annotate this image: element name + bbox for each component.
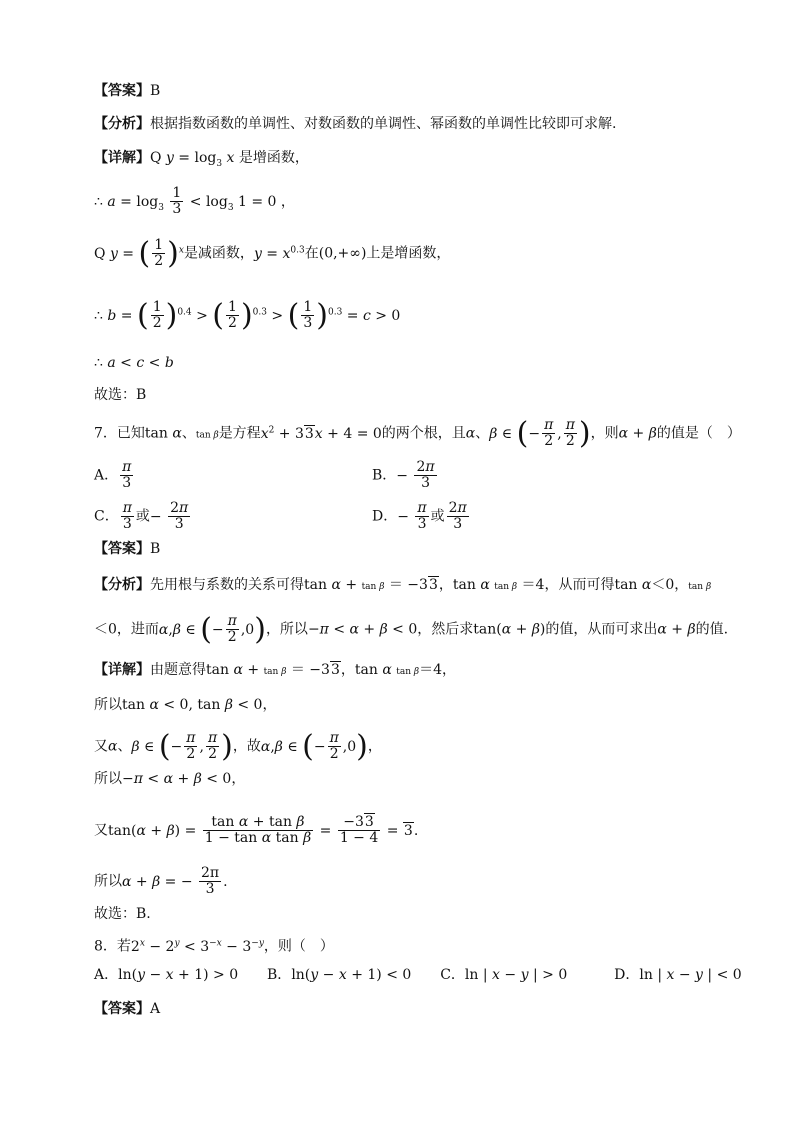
math-expr: $\frac{\pi}{3}$ — [122, 500, 132, 532]
q6-detail-line4 — [94, 297, 401, 333]
option-label: D． — [372, 508, 398, 525]
q7-text: ＝4， — [419, 662, 457, 678]
q8-option-c — [440, 967, 567, 983]
q7-text: 先用根与系数的关系可得 — [150, 577, 304, 593]
option-label: D． — [614, 967, 640, 983]
q7-text: 7．已知 — [94, 425, 145, 442]
math-expr: $x^2 + 33x + 4 = 0$ — [260, 424, 382, 442]
q7-text: 所以 — [94, 771, 122, 787]
math-expr: α — [108, 738, 118, 755]
math-expr: ∴ $a = \log_3$ $\frac{1}{3}$ < $\log_3 1 = 0$ ， — [94, 185, 295, 217]
math-expr: α + β = − $\frac{2\pi}{3}$ . — [122, 865, 228, 897]
math-expr: tan α + tan β ＝ −33 — [304, 577, 438, 593]
math-expr: Q y = ( $\frac{1}{2}$ )$^x$ — [94, 235, 184, 271]
q7-analysis-line1 — [94, 574, 711, 598]
math-expr: −π < α + β < 0 — [122, 771, 232, 787]
q8-stem — [94, 932, 334, 958]
q7-detail-line6 — [94, 866, 228, 897]
option-label: B． — [372, 467, 397, 484]
math-expr: −π < α + β < 0 — [307, 621, 418, 638]
q8-option-b — [267, 967, 411, 983]
q7-text: ， — [438, 577, 453, 593]
q7-text: 所以 — [94, 873, 122, 890]
math-expr: ln | x − y | > 0 — [464, 967, 568, 983]
math-expr: − $\frac{2\pi}{3}$ — [149, 500, 189, 532]
math-expr: $y = x^{0.3}$ — [253, 244, 305, 262]
q7-text: ＜0，进而 — [94, 621, 159, 638]
q7-text: 又 — [94, 822, 108, 839]
q7-text: ，所以 — [265, 621, 308, 638]
option-label: A． — [94, 467, 119, 484]
q6-text: 上是增函数， — [366, 245, 451, 262]
q7-text: ＜0， — [651, 577, 689, 593]
q7-text: ，从而可得 — [544, 577, 615, 593]
q7-text: 又 — [94, 738, 108, 755]
option-label: A． — [94, 967, 119, 983]
q7-text: ， — [367, 738, 382, 755]
analysis-label: 【分析】 — [94, 116, 150, 132]
math-expr: β ∈ (− $\frac{\pi}{2}$ , $\frac{\pi}{2}$ ) — [489, 415, 591, 451]
q6-detail-text: 是增函数， — [238, 150, 309, 166]
math-expr: tan α — [614, 577, 652, 593]
analysis-label: 【分析】 — [94, 577, 150, 593]
math-expr: tan β — [688, 582, 712, 592]
q6-analysis-line — [94, 113, 616, 135]
q6-text: 在 — [304, 245, 319, 262]
q6-text: 是减函数， — [183, 245, 254, 262]
q6-answer-line — [94, 80, 160, 102]
q8-option-d — [614, 967, 742, 983]
q6-answer: B — [150, 83, 161, 99]
answer-label: 【答案】 — [94, 541, 150, 557]
math-expr: α — [465, 425, 476, 442]
q6-detail-line3 — [94, 235, 451, 271]
q7-detail-line3 — [94, 728, 382, 764]
q7-analysis-line2 — [94, 611, 729, 647]
q6-analysis: 根据指数函数的单调性、对数函数的单调性、幂函数的单调性比较即可求解. — [150, 116, 617, 132]
math-expr: tan(α + β) = $\frac{\text{tan α + tan β}}{\text{1 − tan α tan β}}$ = $\frac{-33}{1 - 4}$ = 3. — [108, 814, 419, 846]
q7-choose: 故选：B. — [94, 906, 151, 922]
q7-text: 的值是（ ） — [656, 425, 741, 442]
q7-text: 、 — [475, 425, 490, 442]
q6-detail-line5 — [94, 352, 174, 374]
q7-detail-line4 — [94, 768, 245, 790]
q7-text: 是方程 — [218, 425, 261, 442]
math-expr: $2^x - 2^y < 3^{-x} - 3^{-y}$ — [130, 938, 264, 955]
math-expr: tan α tan β — [354, 662, 420, 678]
q7-detail-line2 — [94, 694, 276, 716]
math-expr: (0,+∞) — [318, 245, 367, 262]
q8-options — [94, 964, 742, 986]
q7-detail-line1 — [94, 659, 456, 683]
math-expr: β ∈ (− $\frac{\pi}{2}$ , $\frac{\pi}{2}$ ) — [131, 728, 233, 764]
answer-label: 【答案】 — [94, 1001, 150, 1017]
math-expr: $\frac{2\pi}{3}$ — [448, 500, 467, 532]
math-expr: − $\frac{\pi}{3}$ — [397, 500, 427, 532]
math-expr: ln | x − y | < 0 — [639, 967, 742, 983]
q8-answer-line — [94, 998, 160, 1020]
math-expr: tan α < 0, tan β < 0 — [122, 697, 263, 713]
detail-label: 【详解】 — [94, 150, 150, 166]
math-expr: tan(α + β) — [473, 621, 546, 638]
q7-answer: B — [150, 541, 161, 557]
q7-text: ，则 — [590, 425, 619, 442]
q7-detail-line5 — [94, 815, 418, 846]
math-expr: tan α + tan β ＝ −33 — [206, 662, 340, 678]
detail-label: 【详解】 — [94, 662, 150, 678]
q7-text: 的两个根，且 — [381, 425, 466, 442]
q7-text: 、 — [117, 738, 132, 755]
q8-text: ，则（ ） — [263, 938, 334, 955]
q6-choose: 故选：B — [94, 387, 147, 403]
math-expr: tan α tan β ＝4 — [452, 577, 545, 593]
q8-answer: A — [150, 1001, 161, 1017]
or-text: 或 — [430, 508, 445, 525]
math-expr: ∴ b = ( $\frac{1}{2}$ )$^{0.4}$ > ( $\frac{1}{2}$ )$^{0.3}$ > ( $\frac{1}{3}$ )$^{0.3}$ = c > 0 — [94, 297, 401, 333]
q7-text: ，然后求 — [417, 621, 474, 638]
math-expr: α,β ∈ (− $\frac{\pi}{2}$ ,0) — [260, 728, 368, 764]
q7-text: 的值，从而可求出 — [545, 621, 658, 638]
or-text: 或 — [135, 508, 150, 525]
math-expr: tan β — [195, 430, 219, 441]
q7-text: ， — [231, 771, 246, 787]
math-expr: α + β — [657, 621, 696, 638]
math-expr: α,β ∈ (− $\frac{\pi}{2}$ ,0) — [158, 611, 266, 647]
q8-text: 8．若 — [94, 938, 131, 955]
q7-stem — [94, 415, 741, 451]
math-expr: ∴ a < c < b — [94, 355, 174, 371]
math-expr: ln(y − x + 1) < 0 — [291, 967, 412, 983]
q7-option-a — [94, 460, 135, 491]
option-label: B． — [267, 967, 292, 983]
option-label: C． — [94, 508, 119, 525]
q7-text: 所以 — [94, 697, 122, 713]
math-expr: ln(y − x + 1) > 0 — [118, 967, 239, 983]
q7-text: 由题意得 — [150, 662, 206, 678]
q7-text: ， — [262, 697, 277, 713]
q7-answer-line — [94, 538, 160, 560]
math-expr: Q $y = \log_3 x$ — [150, 150, 235, 169]
math-expr: − $\frac{2\pi}{3}$ — [396, 459, 435, 491]
q7-text: 、 — [181, 425, 196, 442]
q7-text: ，故 — [232, 738, 261, 755]
q7-text: 的值. — [695, 621, 729, 638]
q7-option-b — [372, 460, 439, 491]
q7-option-c — [94, 501, 192, 532]
answer-label: 【答案】 — [94, 83, 150, 99]
math-expr: tan α — [144, 425, 182, 442]
q6-detail-line1 — [94, 147, 309, 175]
q7-text: ， — [340, 662, 355, 678]
q8-option-a — [94, 967, 238, 983]
q6-detail-line2 — [94, 186, 295, 218]
option-label: C． — [440, 967, 465, 983]
math-expr: α + β — [618, 425, 657, 442]
math-expr: $\frac{\pi}{3}$ — [122, 459, 132, 491]
q7-option-d — [372, 501, 471, 532]
